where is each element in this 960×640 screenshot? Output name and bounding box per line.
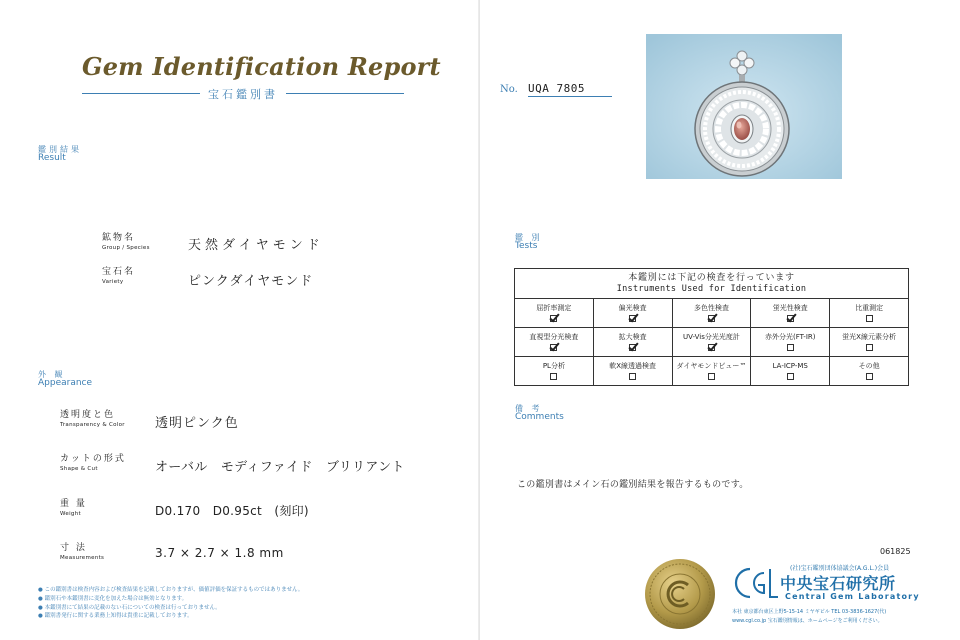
test-cell: [515, 299, 594, 328]
checkbox-icon: [550, 373, 557, 380]
lab-website: www.cgl.co.jp 宝石鑑別情報は、ホームページをご利用ください。: [732, 618, 883, 624]
test-cell: [672, 357, 751, 386]
report-subtitle: 宝石鑑別書: [208, 88, 278, 101]
cut-label-en: Shape & Cut: [60, 465, 98, 472]
measurements-label: [60, 544, 104, 561]
checkbox-icon: [550, 344, 557, 351]
test-cell: [751, 299, 830, 328]
test-label: その他: [858, 361, 880, 370]
tests-heading: [515, 234, 543, 252]
species-value: 天然ダイヤモンド: [188, 238, 324, 253]
species-label-jp: 鉱物名: [102, 233, 136, 243]
tests-row: [515, 357, 909, 386]
test-label: 偏光検査: [618, 303, 647, 312]
test-cell: [830, 357, 909, 386]
test-label: 軟X線透過検査: [609, 361, 657, 370]
report-subtitle-row: [82, 86, 404, 100]
color-value: 透明ピンク色: [155, 416, 239, 431]
lab-association: (社)宝石鑑別団体協議会(A.G.L.)会員: [790, 565, 890, 572]
test-label: 拡大検査: [618, 332, 647, 341]
tests-table: [514, 268, 909, 386]
weight-label-en: Weight: [60, 510, 81, 517]
test-cell: [830, 328, 909, 357]
test-cell: [515, 357, 594, 386]
test-cell: [593, 299, 672, 328]
appearance-heading-jp: 外 観: [38, 370, 66, 379]
lab-name-en: Central Gem Laboratory: [785, 592, 920, 601]
appearance-heading-en: Appearance: [38, 378, 93, 389]
gold-seal-icon: [644, 558, 716, 630]
variety-value: ピンクダイヤモンド: [188, 274, 314, 289]
footnote-item: ● 鑑別書発行に関する業務上知得は貴重に記載しております。: [38, 612, 458, 621]
subtitle-rule-right: [286, 93, 404, 94]
measurements-label-jp: 寸 法: [60, 543, 87, 553]
test-label: 赤外分光(FT-IR): [765, 332, 816, 341]
test-cell: [751, 357, 830, 386]
checkbox-icon: [787, 315, 794, 322]
comments-heading: [515, 405, 564, 423]
checkbox-icon: [629, 344, 636, 351]
footnote-item: ● この鑑別書は検査内容および検査結果を記載しておりますが、価値評価を保証するものではありません。: [38, 586, 458, 595]
species-label-en: Group / Species: [102, 244, 150, 251]
tests-table-header: [515, 269, 909, 299]
subtitle-rule-left: [82, 93, 200, 94]
weight-label: [60, 500, 87, 517]
test-cell: [751, 328, 830, 357]
test-label: 蛍光性検査: [772, 303, 808, 312]
color-label-en: Transparency & Color: [60, 421, 125, 428]
tests-row: [515, 299, 909, 328]
gold-seal-graphic: [644, 558, 716, 630]
test-label: 比重測定: [855, 303, 884, 312]
checkbox-icon: [866, 315, 873, 322]
lab-address: 本社 東京都台東区上野5-15-14 ミヤギビル TEL 03-3836-1627(代): [732, 609, 887, 615]
footnotes: [38, 586, 458, 621]
color-label-jp: 透明度と色: [60, 410, 116, 420]
comments-heading-jp: 備 考: [515, 404, 543, 413]
measurements-label-en: Measurements: [60, 554, 105, 561]
result-heading-jp: 鑑別結果: [38, 145, 82, 154]
checkbox-icon: [629, 373, 636, 380]
test-label: 多色性検査: [693, 303, 729, 312]
tests-heading-jp: 鑑 別: [515, 233, 543, 242]
report-number-label: No.: [500, 84, 518, 95]
tests-table-header-en: Instruments Used for Identification: [616, 283, 807, 294]
serial-number: 061825: [880, 547, 911, 556]
cut-value: オーバル モディファイド ブリリアント: [155, 460, 405, 475]
report-number: UQA 7805: [528, 82, 612, 97]
test-cell: [593, 328, 672, 357]
checkbox-icon: [708, 315, 715, 322]
test-cell: [593, 357, 672, 386]
report-title: Gem Identification Report: [82, 52, 441, 81]
checkbox-icon: [866, 373, 873, 380]
pendant-photo-illustration: [646, 34, 842, 179]
tests-table-header-row: [515, 269, 909, 299]
test-label: 屈折率測定: [536, 303, 572, 312]
test-label: PL分析: [542, 361, 565, 370]
test-label: 蛍光X線元素分析: [842, 332, 896, 341]
variety-label-en: Variety: [102, 278, 124, 285]
checkbox-icon: [708, 373, 715, 380]
comments-text: この鑑別書はメイン石の鑑別結果を報告するものです。: [517, 480, 749, 490]
cut-label-jp: カットの形式: [60, 454, 126, 464]
checkbox-icon: [708, 344, 715, 351]
cgl-logo-graphic: [730, 563, 780, 603]
checkbox-icon: [629, 315, 636, 322]
cut-label: [60, 455, 126, 472]
variety-label-jp: 宝石名: [102, 267, 136, 277]
species-label: [102, 234, 150, 251]
checkbox-icon: [866, 344, 873, 351]
test-label: ダイヤモンドビュー™: [676, 361, 747, 370]
test-label: UV-Vis分光光度計: [683, 332, 740, 341]
pendant-photo: [646, 34, 842, 179]
test-cell: [830, 299, 909, 328]
footnote-item: ● 本鑑別書にて結果の記載のない石についての検査は行っておりません。: [38, 604, 458, 613]
test-cell: [672, 299, 751, 328]
weight-value: D0.170 D0.95ct (刻印): [155, 504, 309, 518]
appearance-heading: [38, 371, 92, 389]
checkbox-icon: [550, 315, 557, 322]
lab-name-jp: 中央宝石研究所: [780, 574, 896, 593]
tests-table-header-jp: 本鑑別には下記の検査を行っています: [628, 272, 795, 283]
cgl-logo-icon: [730, 563, 780, 603]
tests-row: [515, 328, 909, 357]
result-heading-en: Result: [38, 153, 66, 164]
variety-label: [102, 268, 135, 285]
test-cell: [515, 328, 594, 357]
measurements-value: 3.7 × 2.7 × 1.8 mm: [155, 546, 284, 560]
weight-label-jp: 重 量: [60, 499, 87, 509]
test-label: LA-ICP-MS: [772, 361, 808, 370]
footnote-item: ● 鑑別石や本鑑別書に変化を加えた場合は無効となります。: [38, 595, 458, 604]
test-label: 直視型分光検査: [529, 332, 579, 341]
color-label: [60, 411, 125, 428]
tests-heading-en: Tests: [515, 241, 538, 252]
result-heading: [38, 146, 82, 164]
checkbox-icon: [787, 344, 794, 351]
comments-heading-en: Comments: [515, 412, 564, 423]
checkbox-icon: [787, 373, 794, 380]
test-cell: [672, 328, 751, 357]
